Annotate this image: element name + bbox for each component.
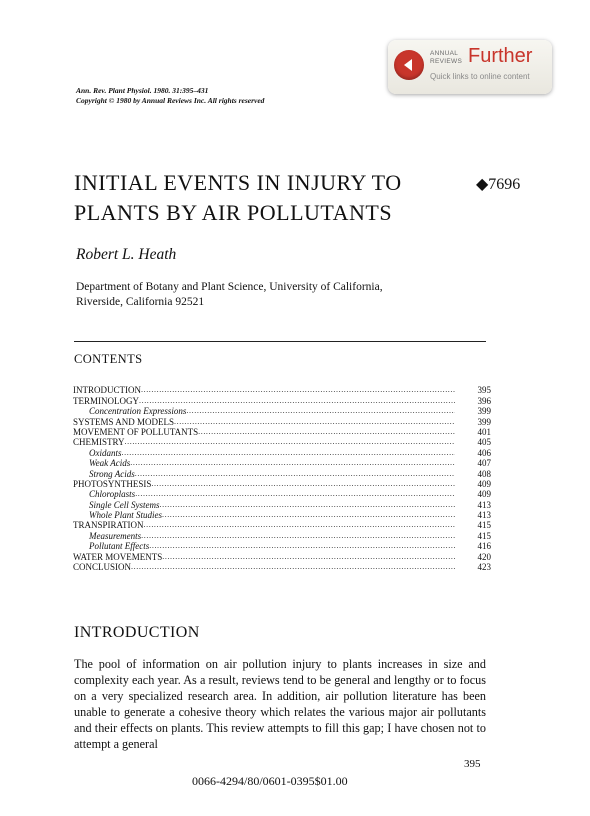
toc-entry-page: 413 [477,499,491,510]
toc-entry[interactable] [73,395,491,405]
section-divider [74,341,486,342]
toc-leader-dots [144,520,455,530]
toc-entry-label: Concentration Expressions [89,406,187,417]
table-of-contents [73,385,491,572]
toc-entry-label: WATER MOVEMENTS [73,551,163,562]
toc-entry-label: Chloroplasts [89,489,136,500]
toc-entry-page: 420 [477,551,491,562]
toc-leader-dots [122,448,456,458]
badge-tagline[interactable]: Quick links to online content [430,72,530,81]
toc-entry[interactable] [73,510,491,520]
toc-entry-label: Whole Plant Studies [89,510,162,521]
toc-entry[interactable] [73,520,491,530]
author-name: Robert L. Heath [76,246,177,263]
further-logo-icon [394,50,424,80]
toc-entry[interactable] [73,416,491,426]
toc-entry-page: 405 [477,437,491,448]
toc-entry-label: CONCLUSION [73,562,132,573]
toc-entry[interactable] [73,427,491,437]
contents-heading: CONTENTS [74,352,143,366]
toc-leader-dots [151,479,455,489]
toc-entry-label: MOVEMENT OF POLLUTANTS [73,426,199,437]
introduction-heading: INTRODUCTION [74,624,200,641]
toc-leader-dots [125,437,455,447]
toc-entry-label: Measurements [89,530,142,541]
toc-leader-dots [139,396,455,406]
toc-entry[interactable] [73,406,491,416]
toc-leader-dots [198,427,455,437]
toc-entry-page: 399 [477,416,491,427]
toc-entry[interactable] [73,385,491,395]
toc-entry-label: Weak Acids [89,458,131,469]
page-number: 395 [464,758,481,770]
toc-leader-dots [162,552,455,562]
article-code: ◆7696 [476,176,521,193]
toc-entry[interactable] [73,530,491,540]
toc-entry-label: INTRODUCTION [73,385,141,396]
toc-leader-dots [131,562,455,572]
toc-leader-dots [135,489,455,499]
annual-reviews-wordmark [430,50,462,65]
toc-entry[interactable] [73,562,491,572]
toc-leader-dots [141,531,455,541]
toc-entry-label: TERMINOLOGY [73,395,139,406]
toc-entry-page: 407 [477,458,491,469]
citation-line-1: Ann. Rev. Plant Physiol. 1980. 31:395–431 [76,86,209,95]
toc-entry-page: 415 [477,520,491,531]
toc-entry-page: 415 [477,530,491,541]
toc-entry-page: 401 [477,426,491,437]
toc-entry-label: TRANSPIRATION [73,520,144,531]
toc-entry[interactable] [73,437,491,447]
introduction-paragraph: The pool of information on air pollution injury to plants increases in size and complexity each year. As a result, reviews tend to be general and lengthy or to focus on a very specialized research area. In addition, air pollution literature has been unable to generate a cohesive theory which relates the various major air pollutants and their effects on plants. This review attempts to fill this gap; I have chosen not to attempt a general [74,657,486,751]
toc-entry-label: PHOTOSYNTHESIS [73,478,152,489]
toc-entry-label: SYSTEMS AND MODELS [73,416,175,427]
toc-entry-page: 396 [477,395,491,406]
toc-leader-dots [141,385,455,395]
article-title [74,168,402,228]
toc-entry-page: 423 [477,562,491,573]
toc-leader-dots [186,406,455,416]
annual-reviews-further-badge[interactable] [388,40,552,94]
toc-entry-label: Pollutant Effects [89,541,150,552]
toc-entry-page: 408 [477,468,491,479]
article-title-line-2: PLANTS BY AIR POLLUTANTS [74,200,393,225]
toc-leader-dots [174,417,455,427]
affiliation [76,280,383,310]
toc-entry-page: 409 [477,478,491,489]
toc-entry[interactable] [73,551,491,561]
toc-entry-page: 416 [477,541,491,552]
toc-entry-page: 413 [477,510,491,521]
toc-leader-dots [162,510,455,520]
affiliation-line-2: Riverside, California 92521 [76,296,205,308]
toc-entry-label: CHEMISTRY [73,437,125,448]
affiliation-line-1: Department of Botany and Plant Science, University of California, [76,281,383,293]
toc-entry-page: 409 [477,489,491,500]
toc-entry-label: Oxidants [89,447,122,458]
toc-leader-dots [160,500,456,510]
toc-entry[interactable] [73,499,491,509]
toc-entry[interactable] [73,468,491,478]
footer-code: 0066-4294/80/0601-0395$01.00 [192,774,348,788]
toc-entry-page: 395 [477,385,491,396]
toc-leader-dots [149,541,455,551]
toc-entry[interactable] [73,447,491,457]
toc-entry[interactable] [73,458,491,468]
citation-line-2: Copyright © 1980 by Annual Reviews Inc. All rights reserved [76,96,265,105]
toc-entry-label: Strong Acids [89,468,135,479]
badge-brand: Further [468,45,533,67]
article-title-line-1: INITIAL EVENTS IN INJURY TO [74,170,402,195]
toc-entry-label: Single Cell Systems [89,499,160,510]
toc-entry-page: 406 [477,447,491,458]
toc-leader-dots [130,458,455,468]
badge-annual-text: ANNUAL [430,50,459,57]
toc-leader-dots [135,469,455,479]
toc-entry-page: 399 [477,406,491,417]
toc-entry[interactable] [73,489,491,499]
badge-reviews-text: REVIEWS [430,57,463,65]
toc-entry[interactable] [73,541,491,551]
toc-entry[interactable] [73,479,491,489]
